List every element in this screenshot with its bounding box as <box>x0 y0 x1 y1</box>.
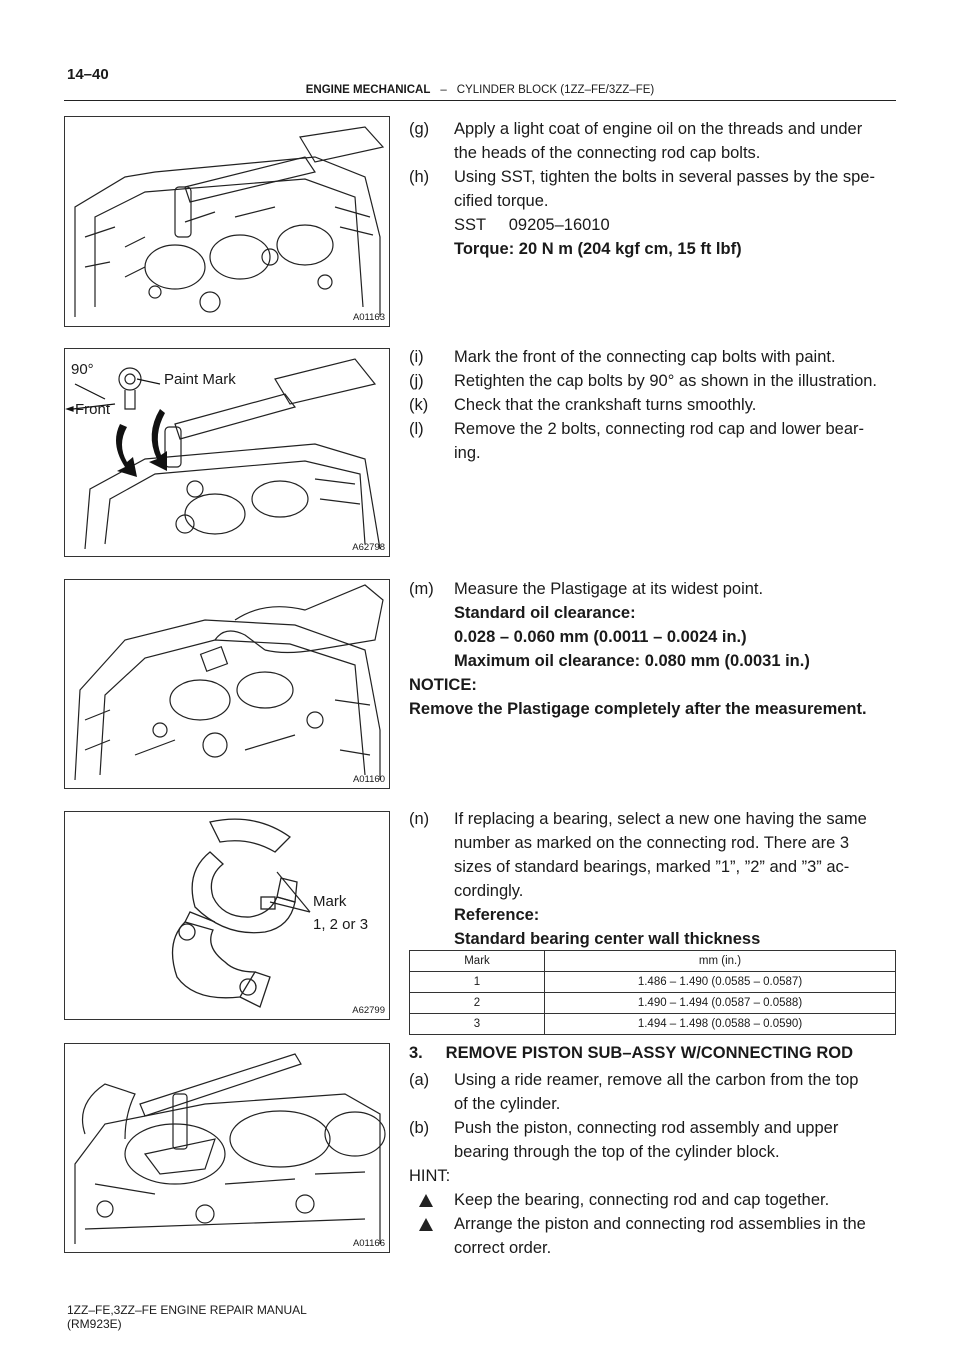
step-m-spec2: 0.028 – 0.060 mm (0.0011 – 0.0024 in.) <box>454 628 747 646</box>
step-g-label: (g) <box>409 120 430 138</box>
notice-label: NOTICE: <box>409 676 477 694</box>
steps-i-l <box>409 345 896 465</box>
step-i-label: (i) <box>409 348 424 366</box>
step-3a-line2: of the cylinder. <box>454 1095 561 1113</box>
running-header <box>64 84 896 96</box>
table-row <box>410 972 896 993</box>
footer-manual-title: 1ZZ–FE,3ZZ–FE ENGINE REPAIR MANUAL <box>67 1303 307 1317</box>
table-row <box>410 1014 896 1035</box>
step-3a <box>409 1068 896 1116</box>
figure-code: A01163 <box>352 312 385 323</box>
hint-item-2-line1: Arrange the piston and connecting rod assemblies in the <box>454 1215 866 1233</box>
table-cell-value: 1.494 – 1.498 (0.0588 – 0.0590) <box>545 1014 896 1035</box>
figure-code: A01160 <box>352 774 385 785</box>
figure-torque-wrench <box>64 116 390 327</box>
callout-90-degrees: 90° <box>71 361 94 378</box>
section-3-title: 3. REMOVE PISTON SUB–ASSY W/CONNECTING ROD <box>409 1044 854 1062</box>
table-cell-mark: 2 <box>410 993 545 1014</box>
step-3b-line1: Push the piston, connecting rod assembly and upper <box>454 1119 839 1137</box>
step-h-line2: cified torque. <box>454 192 549 210</box>
table-row <box>410 993 896 1014</box>
step-h-sst: SST 09205–16010 <box>454 216 610 234</box>
step-h-torque: Torque: 20 N m (204 kgf cm, 15 ft lbf) <box>454 240 742 258</box>
step-k-label: (k) <box>409 396 429 414</box>
step-3a-line1: Using a ride reamer, remove all the carbon from the top <box>454 1071 859 1089</box>
engine-illustration-5 <box>65 1044 389 1252</box>
table-header-row <box>410 951 896 972</box>
notice-text: Remove the Plastigage completely after the measurement. <box>409 700 867 718</box>
triangle-bullet-icon <box>419 1218 433 1231</box>
step-n-line2: number as marked on the connecting rod. There are 3 <box>454 834 850 852</box>
figure-paint-mark <box>64 348 390 557</box>
bearing-thickness-table <box>409 950 896 1035</box>
step-n-label: (n) <box>409 810 430 828</box>
step-m <box>409 577 896 673</box>
step-n-line3: sizes of standard bearings, marked ”1”, ”2” and ”3” ac- <box>454 858 850 876</box>
step-l-label: (l) <box>409 420 424 438</box>
table-cell-value: 1.490 – 1.494 (0.0587 – 0.0588) <box>545 993 896 1014</box>
page-number: 14–40 <box>67 66 109 83</box>
step-m-spec3: Maximum oil clearance: 0.080 mm (0.0031 in.) <box>454 652 810 670</box>
header-separator: – <box>440 84 447 96</box>
hint-item <box>409 1188 896 1212</box>
step-j <box>409 369 896 393</box>
section-3-steps <box>409 1068 896 1260</box>
footer-manual-code: (RM923E) <box>67 1317 122 1331</box>
step-i <box>409 345 896 369</box>
step-g-line2: the heads of the connecting rod cap bolts. <box>454 144 761 162</box>
figure-ridge-reamer <box>64 1043 390 1253</box>
step-3b <box>409 1116 896 1164</box>
callout-mark: Mark <box>313 893 347 910</box>
callout-front: Front <box>75 401 111 418</box>
figure-bearing-mark <box>64 811 390 1020</box>
figure-code: A01166 <box>352 1238 385 1249</box>
engine-illustration-1 <box>65 117 389 326</box>
step-n <box>409 807 896 951</box>
figure-code: A62799 <box>352 1005 385 1016</box>
step-n-reference-title: Standard bearing center wall thickness <box>454 930 761 948</box>
step-m-spec1: Standard oil clearance: <box>454 604 636 622</box>
step-n-line1: If replacing a bearing, select a new one having the same <box>454 810 867 828</box>
table-cell-mark: 3 <box>410 1014 545 1035</box>
step-m-label: (m) <box>409 580 434 598</box>
table-cell-mark: 1 <box>410 972 545 993</box>
step-3b-label: (b) <box>409 1119 430 1137</box>
step-g <box>409 117 896 165</box>
step-j-label: (j) <box>409 372 424 390</box>
step-i-text: Mark the front of the connecting cap bolts with paint. <box>454 348 836 366</box>
callout-paint-mark: Paint Mark <box>164 371 236 388</box>
steps-g-h <box>409 117 896 261</box>
callout-mark-values: 1, 2 or 3 <box>313 916 369 933</box>
hint-label: HINT: <box>409 1167 451 1185</box>
header-section: ENGINE MECHANICAL <box>305 84 431 96</box>
hint-item-2-line2: correct order. <box>454 1239 552 1257</box>
engine-illustration-3 <box>65 580 389 788</box>
step-m-block <box>409 577 896 673</box>
table-header-mark: Mark <box>410 951 545 972</box>
header-subsection: CYLINDER BLOCK (1ZZ–FE/3ZZ–FE) <box>456 84 655 96</box>
table-header-mm: mm (in.) <box>545 951 896 972</box>
step-h <box>409 165 896 261</box>
step-g-line1: Apply a light coat of engine oil on the threads and under <box>454 120 863 138</box>
hint-item <box>409 1212 896 1260</box>
table-cell-value: 1.486 – 1.490 (0.0585 – 0.0587) <box>545 972 896 993</box>
step-n-line4: cordingly. <box>454 882 524 900</box>
step-3a-label: (a) <box>409 1071 430 1089</box>
hint-item-1: Keep the bearing, connecting rod and cap together. <box>454 1191 830 1209</box>
step-k-text: Check that the crankshaft turns smoothly. <box>454 396 757 414</box>
figure-code: A62798 <box>352 542 385 553</box>
header-rule <box>64 100 896 101</box>
step-l <box>409 417 896 465</box>
step-l-line2: ing. <box>454 444 481 462</box>
step-h-label: (h) <box>409 168 430 186</box>
step-h-line1: Using SST, tighten the bolts in several passes by the spe- <box>454 168 875 186</box>
step-n-reference: Reference: <box>454 906 540 924</box>
step-k <box>409 393 896 417</box>
step-m-text: Measure the Plastigage at its widest point. <box>454 580 764 598</box>
step-n-block <box>409 807 896 951</box>
footer <box>67 1303 307 1331</box>
figure-plastigage <box>64 579 390 789</box>
step-3b-line2: bearing through the top of the cylinder block. <box>454 1143 780 1161</box>
step-l-line1: Remove the 2 bolts, connecting rod cap and lower bear- <box>454 420 864 438</box>
triangle-bullet-icon <box>419 1194 433 1207</box>
step-j-text: Retighten the cap bolts by 90° as shown in the illustration. <box>454 372 878 390</box>
